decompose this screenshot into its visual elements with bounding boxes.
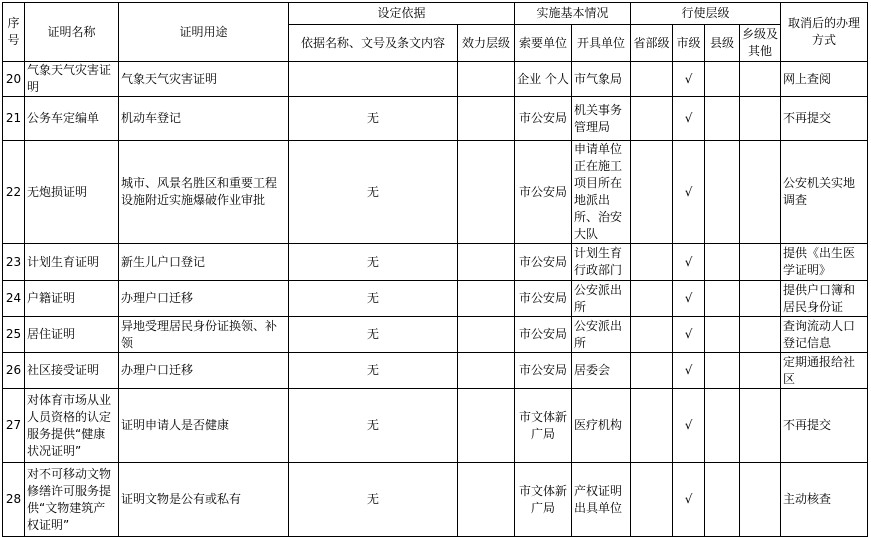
cell-level-county bbox=[705, 317, 740, 353]
cell-level-county bbox=[705, 244, 740, 281]
cell-level-county bbox=[705, 281, 740, 317]
cell-level-town bbox=[740, 141, 781, 244]
table-row bbox=[3, 141, 868, 244]
table-row bbox=[3, 317, 868, 353]
cell-use: 城市、风景名胜区和重要工程设施附近实施爆破作业审批 bbox=[119, 141, 289, 244]
cell-requester: 企业 个人 bbox=[515, 62, 572, 97]
cell-after: 不再提交 bbox=[781, 389, 868, 463]
cell-basis-doc: 无 bbox=[289, 389, 458, 463]
table-row bbox=[3, 281, 868, 317]
cell-level-town bbox=[740, 281, 781, 317]
cell-basis-doc: 无 bbox=[289, 281, 458, 317]
cell-issuer: 公安派出所 bbox=[572, 317, 631, 353]
cell-level-town bbox=[740, 389, 781, 463]
cell-use: 气象天气灾害证明 bbox=[119, 62, 289, 97]
cell-level-prov bbox=[631, 353, 673, 389]
table-row bbox=[3, 389, 868, 463]
cell-issuer: 计划生育行政部门 bbox=[572, 244, 631, 281]
cell-level-town bbox=[740, 244, 781, 281]
header-name: 证明名称 bbox=[25, 3, 119, 62]
cell-basis-doc bbox=[289, 62, 458, 97]
cell-name: 无炮损证明 bbox=[25, 141, 119, 244]
cell-basis-level bbox=[458, 389, 515, 463]
cell-level-town bbox=[740, 353, 781, 389]
table-body bbox=[3, 62, 868, 537]
cell-seq: 26 bbox=[3, 353, 25, 389]
cell-basis-doc: 无 bbox=[289, 317, 458, 353]
header-seq: 序号 bbox=[3, 3, 25, 62]
cell-level-county bbox=[705, 62, 740, 97]
cell-basis-level bbox=[458, 62, 515, 97]
cell-basis-level bbox=[458, 317, 515, 353]
cell-level-town bbox=[740, 97, 781, 141]
cell-use: 机动车登记 bbox=[119, 97, 289, 141]
cell-name: 公务车定编单 bbox=[25, 97, 119, 141]
cell-level-city: √ bbox=[673, 141, 705, 244]
cell-level-city: √ bbox=[673, 389, 705, 463]
cell-level-town bbox=[740, 317, 781, 353]
cell-level-prov bbox=[631, 389, 673, 463]
table-row bbox=[3, 244, 868, 281]
cell-level-county bbox=[705, 463, 740, 537]
cell-basis-doc: 无 bbox=[289, 353, 458, 389]
cell-seq: 28 bbox=[3, 463, 25, 537]
cell-basis-doc: 无 bbox=[289, 141, 458, 244]
cell-level-city: √ bbox=[673, 281, 705, 317]
header-impl-req: 索要单位 bbox=[515, 25, 572, 62]
cell-name: 社区接受证明 bbox=[25, 353, 119, 389]
header-basis-doc: 依据名称、文号及条文内容 bbox=[289, 25, 458, 62]
cell-use: 证明文物是公有或私有 bbox=[119, 463, 289, 537]
table-row bbox=[3, 97, 868, 141]
header-use: 证明用途 bbox=[119, 3, 289, 62]
cell-issuer: 公安派出所 bbox=[572, 281, 631, 317]
cell-level-prov bbox=[631, 62, 673, 97]
header-basis-level: 效力层级 bbox=[458, 25, 515, 62]
table-row bbox=[3, 463, 868, 537]
cell-level-prov bbox=[631, 244, 673, 281]
cell-level-county bbox=[705, 389, 740, 463]
cell-basis-level bbox=[458, 353, 515, 389]
cell-issuer: 申请单位正在施工项目所在地派出所、治安大队 bbox=[572, 141, 631, 244]
cell-name: 对体育市场从业人员资格的认定服务提供“健康状况证明” bbox=[25, 389, 119, 463]
cell-level-county bbox=[705, 97, 740, 141]
cell-seq: 23 bbox=[3, 244, 25, 281]
cell-basis-doc: 无 bbox=[289, 244, 458, 281]
cell-after: 定期通报给社区 bbox=[781, 353, 868, 389]
cell-level-city: √ bbox=[673, 97, 705, 141]
cell-level-city: √ bbox=[673, 62, 705, 97]
cell-requester: 市公安局 bbox=[515, 353, 572, 389]
cell-requester: 市公安局 bbox=[515, 141, 572, 244]
header-level-prov: 省部级 bbox=[631, 25, 673, 62]
cell-after: 提供《出生医学证明》 bbox=[781, 244, 868, 281]
cell-seq: 27 bbox=[3, 389, 25, 463]
cell-seq: 24 bbox=[3, 281, 25, 317]
cell-use: 办理户口迁移 bbox=[119, 281, 289, 317]
cell-issuer: 医疗机构 bbox=[572, 389, 631, 463]
cell-issuer: 产权证明出具单位 bbox=[572, 463, 631, 537]
cell-level-city: √ bbox=[673, 244, 705, 281]
cell-level-city: √ bbox=[673, 463, 705, 537]
cell-seq: 21 bbox=[3, 97, 25, 141]
header-basis: 设定依据 bbox=[289, 3, 515, 25]
cell-level-prov bbox=[631, 281, 673, 317]
header-level-town: 乡级及其他 bbox=[740, 25, 781, 62]
certificate-table bbox=[2, 2, 868, 537]
cell-basis-level bbox=[458, 281, 515, 317]
cell-name: 户籍证明 bbox=[25, 281, 119, 317]
header-after: 取消后的办理方式 bbox=[781, 3, 868, 62]
cell-requester: 市公安局 bbox=[515, 97, 572, 141]
cell-issuer: 机关事务管理局 bbox=[572, 97, 631, 141]
cell-level-prov bbox=[631, 463, 673, 537]
cell-use: 证明申请人是否健康 bbox=[119, 389, 289, 463]
header-level: 行使层级 bbox=[631, 3, 781, 25]
cell-basis-level bbox=[458, 97, 515, 141]
header-impl: 实施基本情况 bbox=[515, 3, 631, 25]
header-level-city: 市级 bbox=[673, 25, 705, 62]
cell-level-prov bbox=[631, 317, 673, 353]
cell-level-county bbox=[705, 141, 740, 244]
cell-after: 不再提交 bbox=[781, 97, 868, 141]
cell-basis-doc: 无 bbox=[289, 463, 458, 537]
cell-name: 居住证明 bbox=[25, 317, 119, 353]
cell-requester: 市公安局 bbox=[515, 281, 572, 317]
cell-after: 网上查阅 bbox=[781, 62, 868, 97]
cell-seq: 20 bbox=[3, 62, 25, 97]
cell-after: 查询流动人口登记信息 bbox=[781, 317, 868, 353]
cell-basis-doc: 无 bbox=[289, 97, 458, 141]
cell-basis-level bbox=[458, 141, 515, 244]
cell-name: 计划生育证明 bbox=[25, 244, 119, 281]
cell-level-city: √ bbox=[673, 353, 705, 389]
cell-level-prov bbox=[631, 141, 673, 244]
cell-level-town bbox=[740, 463, 781, 537]
table-row bbox=[3, 353, 868, 389]
header-level-county: 县级 bbox=[705, 25, 740, 62]
cell-after: 主动核查 bbox=[781, 463, 868, 537]
cell-after: 提供户口簿和居民身份证 bbox=[781, 281, 868, 317]
cell-use: 办理户口迁移 bbox=[119, 353, 289, 389]
cell-use: 新生儿户口登记 bbox=[119, 244, 289, 281]
cell-use: 异地受理居民身份证换领、补领 bbox=[119, 317, 289, 353]
cell-issuer: 居委会 bbox=[572, 353, 631, 389]
cell-seq: 25 bbox=[3, 317, 25, 353]
cell-requester: 市公安局 bbox=[515, 317, 572, 353]
cell-requester: 市文体新广局 bbox=[515, 463, 572, 537]
cell-level-town bbox=[740, 62, 781, 97]
header-impl-issue: 开具单位 bbox=[572, 25, 631, 62]
cell-basis-level bbox=[458, 463, 515, 537]
cell-level-city: √ bbox=[673, 317, 705, 353]
cell-requester: 市文体新广局 bbox=[515, 389, 572, 463]
cell-name: 气象天气灾害证明 bbox=[25, 62, 119, 97]
cell-after: 公安机关实地调查 bbox=[781, 141, 868, 244]
cell-issuer: 市气象局 bbox=[572, 62, 631, 97]
cell-requester: 市公安局 bbox=[515, 244, 572, 281]
cell-basis-level bbox=[458, 244, 515, 281]
cell-name: 对不可移动文物修缮许可服务提供“文物建筑产权证明” bbox=[25, 463, 119, 537]
cell-level-county bbox=[705, 353, 740, 389]
cell-seq: 22 bbox=[3, 141, 25, 244]
cell-level-prov bbox=[631, 97, 673, 141]
table-row bbox=[3, 62, 868, 97]
